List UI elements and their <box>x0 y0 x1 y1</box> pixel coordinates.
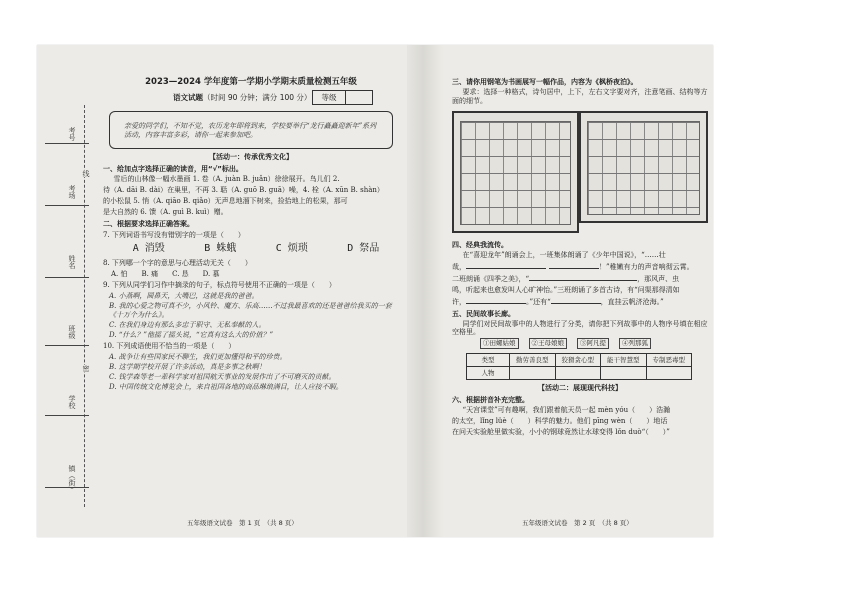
s4-text: ，那风声、虫 <box>637 274 680 283</box>
table-cell: 人物 <box>467 367 510 380</box>
activity-2-heading: 【活动二：展现现代科技】 <box>538 384 622 393</box>
fill-line <box>45 415 89 416</box>
left-content <box>103 77 399 393</box>
question-8: 8. 下列哪一个字的意思与心理活动无关（ ） <box>103 259 252 268</box>
margin-bind-seal: 密 <box>81 365 90 372</box>
s4-text: 许， <box>452 297 466 306</box>
answer-cell[interactable] <box>646 367 692 380</box>
subtitle-row <box>103 90 399 105</box>
intro-text: 亲爱的同学们，不知不觉，农历龙年即将到来，学校要举行“龙行矗矗迎新年”系列活动，内容丰富多彩，请你一起来参加吧。 <box>124 121 377 139</box>
left-page-footer: 五年级语文试卷 第 1 页 （共 8 页） <box>187 518 298 527</box>
character-table <box>466 353 692 381</box>
question-7-options <box>113 243 399 256</box>
table-header-cell: 专制恶毒型 <box>646 353 692 366</box>
table-header-cell: 类型 <box>467 353 510 366</box>
character-names <box>480 338 708 348</box>
q7-option-c[interactable]: C 烦琐 <box>275 242 308 254</box>
section-5-heading: 五、民间故事长廊。 <box>452 309 515 318</box>
section-1-line: 待（A. dāi B. dài）在巢里，不再 3. 聒（A. guō B. guā）噪，4. 栓（A. xūn B. shàn） <box>103 185 384 194</box>
left-page <box>37 45 409 537</box>
margin-label-school: 学校 <box>67 395 76 409</box>
section-4-line-5 <box>452 297 708 307</box>
fill-line <box>45 487 89 488</box>
section-4-line-4: 鸣，听起来也愈发叫人心旷神怡。”三班朗诵了多首古诗，有“问渠那得清如 <box>452 285 680 294</box>
section-1-line: 雪后的山林像一幅水墨画 1. 卷（A. juàn B. juǎn）徐徐展开。鸟儿们 2. <box>113 174 340 183</box>
answer-blank[interactable] <box>466 297 526 304</box>
fill-line <box>45 277 89 278</box>
section-3-requirement: 要求：选择一种格式，诗句居中，上下，左右文字要对齐，注意笔画、结构等方面的细节。 <box>452 87 708 105</box>
margin-label-exam-room: 考场 <box>67 185 76 199</box>
answer-cell[interactable] <box>601 367 647 380</box>
q7-option-a[interactable]: A 消毁 <box>132 242 165 254</box>
writing-grid <box>460 121 571 225</box>
fill-line <box>45 345 89 346</box>
exam-sheet <box>37 45 713 537</box>
margin-bind-line: 线 <box>81 170 90 177</box>
section-4-heading: 四、经典我流传。 <box>452 240 508 249</box>
margin-label-town: 镇（街） <box>67 465 76 493</box>
table-header-cell: 狡猾贪心型 <box>555 353 601 366</box>
answer-cell[interactable] <box>510 367 556 380</box>
fill-line <box>45 143 89 144</box>
character-name: ④列那狐 <box>619 338 651 348</box>
section-1-line: 是大自然的 6. 馈（A. guì B. kuì）赠。 <box>103 207 228 216</box>
s4-text: ！”稚嫩有力的声音响彻云霄。 <box>599 262 694 271</box>
right-page-footer: 五年级语文试卷 第 2 页 （共 8 页） <box>522 518 633 527</box>
q7-option-d[interactable]: D 祭品 <box>347 242 380 254</box>
answer-blank[interactable] <box>529 274 637 281</box>
exam-title: 2023—2024 学年度第一学期小学期末质量检测五年级 <box>145 77 357 87</box>
character-name: ②王母娘娘 <box>529 338 568 348</box>
section-6-line: “天宫课堂”可有趣啊，我们跟着航天员一起 mèn yóu（ ）浩瀚 <box>462 406 671 415</box>
section-4-line-3 <box>452 274 708 284</box>
activity-1-heading: 【活动一：传承优秀文化】 <box>209 152 293 161</box>
s4-text: 哉， <box>452 262 466 271</box>
grade-label: 等级 <box>313 91 346 104</box>
section-1-line: 的小松鼠 5. 悄（A. qiāo B. qiǎo）无声息地溜下树来，捡拾地上的松果，那可 <box>103 196 348 205</box>
section-1-heading: 一、给加点字选择正确的读音，用“√”标出。 <box>103 164 243 173</box>
answer-blank[interactable] <box>551 297 601 304</box>
right-content <box>452 75 708 439</box>
exam-time-note: （时间 90 分钟；满分 100 分） <box>203 92 312 102</box>
margin-label-class: 班级 <box>67 325 76 339</box>
margin-label-exam-number: 考号 <box>67 127 76 141</box>
answer-blank[interactable] <box>466 262 546 269</box>
grade-input[interactable] <box>346 91 372 104</box>
writing-grid <box>587 121 700 215</box>
calligraphy-sample-right <box>579 111 708 223</box>
s4-text: ，直挂云帆济沧海。” <box>600 297 664 306</box>
table-header-cell: 能干智慧型 <box>601 353 647 366</box>
question-10-option-a: A. 战争让有些国家民不聊生，我们更加懂得和平的珍贵。 <box>109 352 287 361</box>
section-6-heading: 六、根据拼音补充完整。 <box>452 396 529 405</box>
question-7: 7. 下列词语书写没有错别字的一项是（ ） <box>103 230 245 239</box>
s4-text: 。”还有“ <box>526 297 551 306</box>
page-fold <box>407 45 443 537</box>
right-page <box>442 45 713 537</box>
question-8-options: A. 怕 B. 痛 C. 恳 D. 慕 <box>111 270 220 279</box>
question-10-option-c: C. 钱学森等老一辈科学家对祖国航天事业的发展作出了不可磨灭的贡献。 <box>109 372 336 381</box>
margin-label-name: 姓名 <box>67 255 76 269</box>
section-4-line-1: 在“喜迎龙年”朗诵会上，一班集体朗诵了《少年中国说》，“……壮 <box>462 250 666 259</box>
intro-scroll <box>109 111 393 149</box>
binding-line <box>84 105 85 507</box>
binding-margin <box>37 45 95 537</box>
table-header-cell: 勤劳善良型 <box>510 353 556 366</box>
answer-cell[interactable] <box>555 367 601 380</box>
question-9-option-b: B. 我的心爱之物可真不少，小风铃、魔方、乐高……不过我最喜欢的还是爸爸给我买的一套《十万个为什么》。 <box>109 302 392 320</box>
section-5-text: 同学们对民间故事中的人物进行了分类，请你把下列故事中的人物序号填在相应空格里。 <box>452 319 708 337</box>
section-3-heading: 三、请你用钢笔为书画展写一幅作品，内容为《枫桥夜泊》。 <box>452 78 638 86</box>
question-10: 10. 下列成语使用不恰当的一项是（ ） <box>103 341 236 350</box>
section-6-line: 在问天实验舱里做实验，小小的钢球竟然让水球变得 lǒn duò“（ ）” <box>452 428 670 437</box>
character-name: ①田螺姑娘 <box>480 338 519 348</box>
question-9: 9. 下列从同学们习作中摘录的句子，标点符号使用不正确的一项是（ ） <box>103 281 336 290</box>
table-row <box>467 353 692 366</box>
calligraphy-area <box>452 111 708 233</box>
question-9-option-a: A. 小燕啊，圆鼻天，大嘴巴，这就是我的爸爸。 <box>109 292 259 301</box>
s4-text: 二班朗诵《四季之美》，“ <box>452 274 530 283</box>
calligraphy-sample-left <box>452 111 579 233</box>
exam-subtitle: 语文试题 <box>173 92 203 102</box>
grade-box <box>312 90 373 105</box>
question-10-option-d: D. 中国传统文化博览会上，来自祖国各地的商品琳琅满目，让人应接不暇。 <box>109 382 343 391</box>
section-2-heading: 二、根据要求选择正确答案。 <box>103 219 194 228</box>
q7-option-b[interactable]: B 蛛蛾 <box>204 242 237 254</box>
section-6-line: 的太空，lǐng lüè（ ）科学的魅力。他们 pīng wèn（ ）地话 <box>452 417 668 426</box>
character-name: ③阿凡提 <box>577 338 609 348</box>
table-row <box>467 367 692 380</box>
answer-blank[interactable] <box>549 262 599 269</box>
question-9-option-d: D. “什么？”他摇了摇头说，“它真有这么大的价值？” <box>109 330 274 339</box>
fill-line <box>45 205 89 206</box>
question-10-option-b: B. 这学期学校开展了许多活动，真是多事之秋啊！ <box>109 362 266 371</box>
question-9-option-c: C. 在我们身边有那么多忠于职守、无私奉献的人。 <box>109 321 266 330</box>
section-4-line-2 <box>452 262 708 272</box>
